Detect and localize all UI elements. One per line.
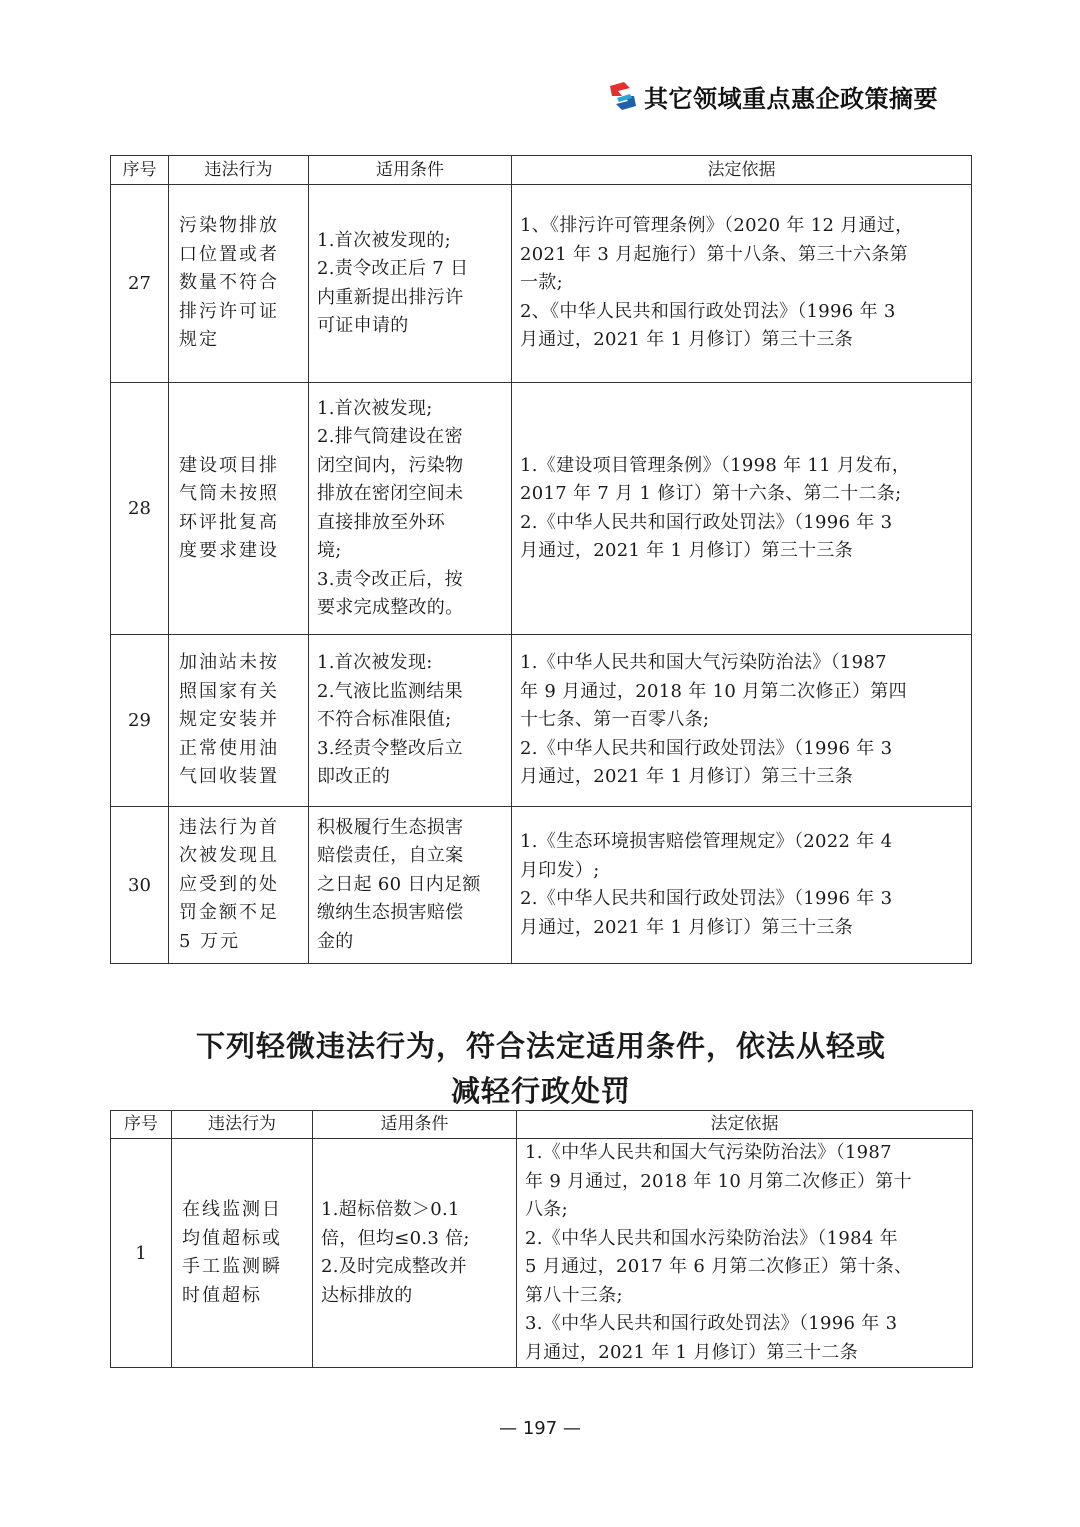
conditions-cell-line: 3.责令改正后，按 <box>317 568 463 590</box>
legal-basis-cell-line: 1.《中华人民共和国大气污染防治法》（1987 <box>525 1142 892 1163</box>
violation-cell-line: 次被发现且 <box>179 845 279 867</box>
legal-basis-cell-line: 1.《中华人民共和国大气污染防治法》（1987 <box>520 652 887 674</box>
legal-basis-cell <box>512 383 972 635</box>
conditions-cell-line: 3.经责令整改后立 <box>317 737 463 759</box>
legal-basis-cell-line: 十七条、第一百零八条; <box>520 709 710 731</box>
legal-basis-cell-line: 八条; <box>525 1199 568 1220</box>
legal-basis-cell <box>517 1139 973 1368</box>
conditions-cell <box>309 383 512 635</box>
conditions-cell-line: 缴纳生态损害赔偿 <box>317 902 464 924</box>
conditions-cell-line: 金的 <box>317 930 354 952</box>
conditions-cell-line: 1.超标倍数＞0.1 <box>321 1199 460 1220</box>
header-basis: 法定依据 <box>517 1111 973 1139</box>
legal-basis-cell-line: 2.《中华人民共和国行政处罚法》（1996 年 3 <box>520 888 893 909</box>
table-row <box>111 185 972 383</box>
violation-cell-line: 手工监测瞬 <box>182 1256 282 1277</box>
conditions-cell-line: 不符合标准限值; <box>317 709 452 731</box>
legal-basis-cell-line: 5 月通过，2017 年 6 月第二次修正）第十条、 <box>525 1256 913 1277</box>
violation-cell-line: 时值超标 <box>182 1284 262 1306</box>
conditions-cell-line: 即改正的 <box>317 766 391 788</box>
conditions-cell-line: 赔偿责任，自立案 <box>317 845 464 867</box>
conditions-cell <box>309 807 512 964</box>
header-row <box>111 1111 973 1139</box>
legal-basis-cell-line: 月通过，2021 年 1 月修订）第三十三条 <box>520 540 854 561</box>
conditions-cell-line: 积极履行生态损害 <box>317 816 464 838</box>
violation-cell-line: 罚金额不足 <box>179 902 279 924</box>
header-behavior: 违法行为 <box>172 1111 313 1139</box>
legal-basis-cell-line: 3.《中华人民共和国行政处罚法》（1996 年 3 <box>525 1313 898 1334</box>
violation-cell <box>169 635 309 807</box>
conditions-cell-line: 排放在密闭空间未 <box>317 483 464 504</box>
section-title-line2: 减轻行政处罚 <box>450 1074 631 1108</box>
violation-cell <box>169 383 309 635</box>
violation-cell-line: 数量不符合 <box>179 272 279 294</box>
header-title: 其它领域重点惠企政策摘要 <box>644 84 938 113</box>
legal-basis-cell-line: 一款; <box>520 272 563 294</box>
violation-cell-line: 环评批复高 <box>179 511 279 533</box>
conditions-cell-line: 2.气液比监测结果 <box>317 680 463 702</box>
legal-basis-cell-line: 2.《中华人民共和国行政处罚法》（1996 年 3 <box>520 737 893 759</box>
violation-cell-line: 5 万元 <box>179 930 241 952</box>
table-row <box>111 383 972 635</box>
legal-basis-cell-line: 月通过，2021 年 1 月修订）第三十三条 <box>520 329 854 351</box>
legal-basis-cell-line: 2.《中华人民共和国行政处罚法》（1996 年 3 <box>520 511 893 533</box>
legal-basis-cell <box>512 807 972 964</box>
logo-icon <box>608 82 638 110</box>
conditions-cell-line: 1.首次被发现; <box>317 397 433 419</box>
violation-cell-line: 应受到的处 <box>179 873 279 895</box>
section-title-line1: 下列轻微违法行为，符合法定适用条件，依法从轻或 <box>195 1029 886 1063</box>
violation-cell-line: 建设项目排 <box>179 454 279 476</box>
page-header <box>608 76 1038 116</box>
legal-basis-cell-line: 2.《中华人民共和国水污染防治法》（1984 年 <box>525 1227 898 1249</box>
page-number: — 197 — <box>499 1418 581 1439</box>
legal-basis-cell-line: 1、《排污许可管理条例》（2020 年 12 月通过， <box>520 215 914 237</box>
penalty-exemption-table <box>110 155 972 964</box>
violation-cell <box>172 1139 313 1368</box>
conditions-cell-line: 2.排气筒建设在密 <box>317 426 463 447</box>
violation-cell-line: 违法行为首 <box>179 816 279 838</box>
conditions-cell <box>309 635 512 807</box>
table-row <box>111 635 972 807</box>
header-no: 序号 <box>111 1111 172 1139</box>
violation-cell <box>169 185 309 383</box>
legal-basis-cell-line: 第八十三条; <box>525 1284 623 1306</box>
conditions-cell <box>309 185 512 383</box>
legal-basis-cell-line: 月印发）; <box>520 859 600 881</box>
conditions-cell-line: 1.首次被发现的; <box>317 229 451 251</box>
conditions-cell-line: 境; <box>317 540 342 561</box>
violation-cell-line: 照国家有关 <box>179 680 279 702</box>
violation-cell-line: 排污许可证 <box>179 300 279 322</box>
conditions-cell-line: 1.首次被发现: <box>317 652 433 674</box>
legal-basis-cell-line: 1.《生态环境损害赔偿管理规定》（2022 年 4 <box>520 831 893 852</box>
violation-cell-line: 气筒未按照 <box>179 483 279 504</box>
conditions-cell-line: 要求完成整改的。 <box>317 597 464 618</box>
legal-basis-cell-line: 2017 年 7 月 1 修订）第十六条、第二十二条; <box>520 483 902 504</box>
legal-basis-cell-line: 2、《中华人民共和国行政处罚法》（1996 年 3 <box>520 300 896 322</box>
table-row <box>111 1139 973 1368</box>
legal-basis-cell-line: 月通过，2021 年 1 月修订）第三十三条 <box>520 916 854 938</box>
violation-cell-line: 污染物排放 <box>179 215 279 237</box>
row-number: 28 <box>111 383 169 635</box>
conditions-cell <box>313 1139 517 1368</box>
conditions-cell-line: 之日起 60 日内足额 <box>317 873 481 895</box>
row-number: 27 <box>111 185 169 383</box>
violation-cell-line: 在线监测日 <box>182 1199 282 1220</box>
conditions-cell-line: 直接排放至外环 <box>317 511 446 533</box>
conditions-cell-line: 闭空间内，污染物 <box>317 454 464 476</box>
legal-basis-cell-line: 月通过，2021 年 1 月修订）第三十二条 <box>525 1341 859 1363</box>
violation-cell-line: 规定 <box>179 329 219 351</box>
legal-basis-cell-line: 月通过，2021 年 1 月修订）第三十三条 <box>520 766 854 788</box>
conditions-cell-line: 内重新提出排污许 <box>317 286 464 308</box>
violation-cell-line: 正常使用油 <box>179 737 279 759</box>
conditions-cell-line: 倍，但均≤0.3 倍; <box>321 1227 470 1249</box>
header-no: 序号 <box>111 156 169 185</box>
conditions-cell-line: 达标排放的 <box>321 1284 413 1306</box>
row-number: 1 <box>111 1139 172 1368</box>
violation-cell-line: 气回收装置 <box>179 766 279 788</box>
lighter-penalty-table <box>110 1110 973 1368</box>
row-number: 29 <box>111 635 169 807</box>
legal-basis-cell <box>512 185 972 383</box>
conditions-cell-line: 2.及时完成整改并 <box>321 1256 467 1277</box>
legal-basis-cell-line: 2021 年 3 月起施行）第十八条、第三十六条第 <box>520 243 908 265</box>
header-behavior: 违法行为 <box>169 156 309 185</box>
violation-cell-line: 口位置或者 <box>179 243 279 265</box>
header-conditions: 适用条件 <box>313 1111 517 1139</box>
conditions-cell-line: 2.责令改正后 7 日 <box>317 258 469 279</box>
header-basis: 法定依据 <box>512 156 972 185</box>
violation-cell-line: 均值超标或 <box>182 1227 282 1249</box>
legal-basis-cell-line: 年 9 月通过，2018 年 10 月第二次修正）第四 <box>520 680 907 702</box>
violation-cell-line: 加油站未按 <box>179 652 279 674</box>
violation-cell-line: 规定安装并 <box>179 709 279 731</box>
table-row <box>111 807 972 964</box>
header-row <box>111 156 972 185</box>
header-conditions: 适用条件 <box>309 156 512 185</box>
legal-basis-cell-line: 年 9 月通过，2018 年 10 月第二次修正）第十 <box>525 1170 912 1192</box>
violation-cell <box>169 807 309 964</box>
violation-cell-line: 度要求建设 <box>179 540 279 561</box>
row-number: 30 <box>111 807 169 964</box>
legal-basis-cell <box>512 635 972 807</box>
conditions-cell-line: 可证申请的 <box>317 315 409 336</box>
legal-basis-cell-line: 1.《建设项目管理条例》（1998 年 11 月发布， <box>520 454 911 476</box>
